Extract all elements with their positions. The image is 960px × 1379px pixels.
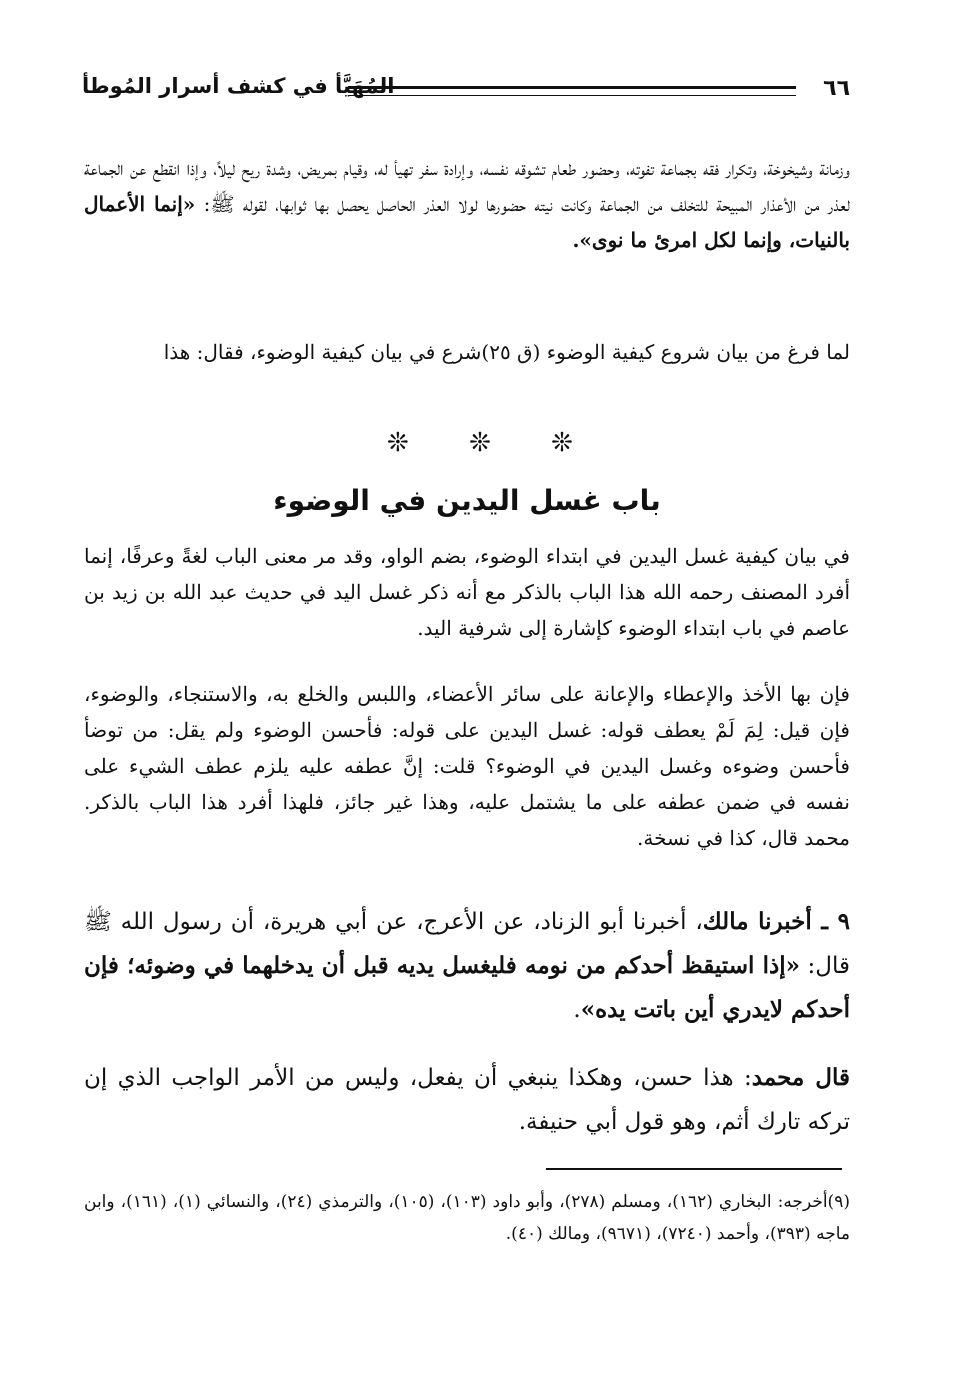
header-rule (348, 86, 796, 96)
hadith-end: . (573, 997, 581, 1023)
section-separator (0, 428, 960, 458)
hadith-text: «إذا استيقظ أحدكم من نومه فليغسل يديه قبل أن يدخلهما في وضوئه؛ فإن أحدكم لايدري أين باتت يده» (84, 952, 850, 1023)
chapter-title: باب غسل اليدين في الوضوء (273, 484, 661, 517)
hadith-chain: ، أخبرنا أبو الزناد، عن الأعرج، عن أبي هريرة، أن رسول الله ﷺ قال: (84, 909, 851, 979)
paragraph-4: فإن بها الأخذ والإعطاء والإعانة على سائر الأعضاء، واللبس والخلع به، والاستنجاء، والوضوء، فإن قيل: لِمَ لَمْ يعطف قوله: غسل اليدين على قوله: فأحسن الوضوء ولم يقل: من توضأ فأحسن وضوءه وغسل اليدين في الوضوء؟ قلت: إنَّ عطفه عليه يلزم عطف الشيء على نفسه في ضمن عطفه على ما يشتمل عليه، وهذا غير جائز، فلهذا أفرد هذا الباب بالذكر. محمد قال، كذا في نسخة. (84, 682, 850, 850)
paragraph-3: في بيان كيفية غسل اليدين في ابتداء الوضوء، بضم الواو، وقد مر معنى الباب لغةً وعرفًا، إنما أفرد المصنف رحمه الله هذا الباب بالذكر مع أنه ذكر غسل اليد في حديث عبد الله بن زيد بن عاصم في باب ابتداء الوضوء كإشارة إلى شرفية اليد. (84, 544, 850, 640)
book-title: المُهَيَّأ في كشف أسرار المُوطأ (82, 74, 395, 98)
separator-star-1: ❊ (551, 428, 573, 458)
hadith-number-narrator: ٩ ـ أخبرنا مالك (702, 908, 850, 935)
paragraph-1-text: وزمانة وشيخوخة، وتكرار فقه بجماعة تفوته، وحضور طعام تشوقه نفسه، وإرادة سفر تهيأ له، وقيام بمريض، وشدة ريح ليلاً، وإذا انقطع عن الجماعة لعذر من الأعذار المبيحة للتخلف من الجماعة وكانت نيته حضورها لولا العذر الحاصل يحصل بها ثوابها، لقوله ﷺ: (84, 156, 850, 216)
commentary-lead: قال محمد (751, 1064, 850, 1091)
hadith-paragraph (84, 900, 850, 1032)
paragraph-2: لما فرغ من بيان شروع كيفية الوضوء (ق ٢٥)شرع في بيان كيفية الوضوء، فقال: هذا (163, 340, 850, 364)
separator-star-3: ❊ (387, 428, 409, 458)
commentary-paragraph (84, 1056, 850, 1144)
running-header (82, 74, 850, 108)
page-number: ٦٦ (823, 76, 850, 101)
prophetic-quote: «إنما الأعمال بالنيات، وإنما لكل امرئ ما نوى». (84, 192, 850, 252)
footnote: (٩)أخرجه: البخاري (١٦٢)، ومسلم (٢٧٨)، وأبو داود (١٠٣)، (١٠٥)، والترمذي (٢٤)، والنسائي (١)، (١٦١)، وابن ماجه (٣٩٣)، وأحمد (٧٢٤٠)، (٩٦٧١)، ومالك (٤٠). (84, 1192, 850, 1244)
footnote-rule (546, 1168, 842, 1170)
paragraph-1 (84, 150, 850, 258)
separator-star-2: ❊ (469, 428, 491, 458)
commentary-text: : هذا حسن، وهكذا ينبغي أن يفعل، وليس من الأمر الواجب الذي إن تركه تارك أثم، وهو قول أبي حنيفة. (84, 1065, 850, 1135)
